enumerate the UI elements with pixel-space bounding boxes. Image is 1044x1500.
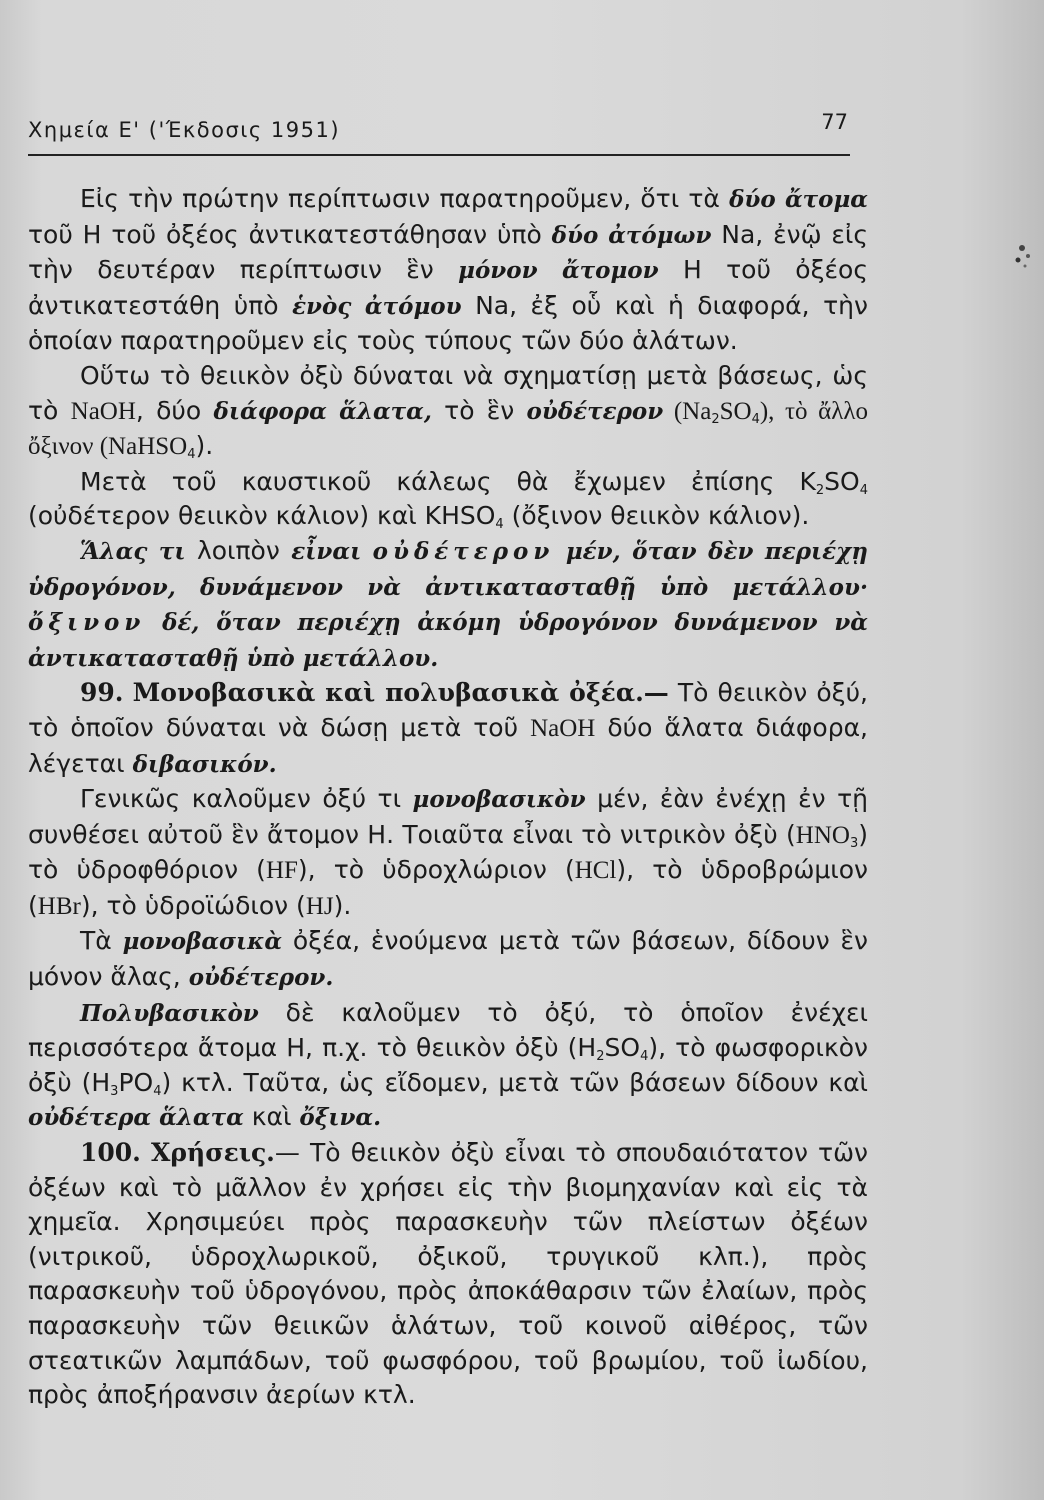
text-run: (οὐδέτερον θειικὸν κάλιον) καὶ KHSO xyxy=(28,501,496,531)
paragraph-potassium-salts xyxy=(28,465,868,534)
chem-formula: HCl xyxy=(574,857,617,885)
subscript: 3 xyxy=(110,1083,119,1099)
paragraph-monobasic-salts xyxy=(28,924,868,995)
text-run: ), τὸ ὑδροχλώριον ( xyxy=(297,855,575,885)
text-run: καὶ xyxy=(243,1102,300,1132)
text-run: δὲ καλοῦμεν τὸ ὀξύ, τὸ ὁποῖον ἐνέχει περισσότερα ἄτομα Η, π.χ. τὸ θειικὸν ὀξὺ (H xyxy=(28,997,868,1063)
text-run: δύο ἅλατα διάφορα, λέγεται xyxy=(28,712,868,778)
section-number: 100. xyxy=(80,1138,141,1168)
text-run: Γενικῶς καλοῦμεν ὀξύ τι xyxy=(80,784,413,814)
subscript: 2 xyxy=(711,411,720,427)
chem-formula: HBr xyxy=(37,892,81,920)
text-run: — Τὸ θειικὸν ὀξὺ εἶναι τὸ σπουδαιότατον τῶν ὀξέων καὶ τὸ μᾶλλον ἐν χρήσει εἰς τὴν βιομηχανίαν καὶ εἰς τὰ χημεῖα. Χρησιμεύει πρὸς παρασκευὴν τῶν πλείστων ὀξέων (νιτρικοῦ, ὑδροχλωρικοῦ, ὀξικοῦ, τρυγικοῦ κλπ.), πρὸς παρασκευὴν τοῦ ὑδρογόνου, πρὸς ἀποκάθαρσιν τῶν ἐλαίων, πρὸς παρασκευὴν τῶν θειικῶν ἁλάτων, τοῦ κοινοῦ αἰθέρος, τῶν στεατικῶν λαμπάδων, τοῦ φωσφόρου, τοῦ βρωμίου, τοῦ ἰωδίου, πρὸς ἀποξήρανσιν ἀερίων κτλ. xyxy=(28,1138,868,1410)
section-100 xyxy=(28,1136,868,1413)
emphasis: μονοβασικὸν xyxy=(412,786,586,814)
emphasis-spaced: οὐδέτερον xyxy=(372,537,555,565)
text-run: SO xyxy=(824,466,860,496)
emphasis: μονοβασικὰ xyxy=(122,928,283,956)
paragraph-definition xyxy=(28,534,868,676)
emphasis: δέ, ὅταν περιέχῃ ἀκόμη ὑδρογόνον δυνάμενον νὰ ἀντικατασταθῇ ὑπὸ μετάλλου. xyxy=(28,609,869,672)
running-title: Χημεία Ε' ('Έκδοσις 1951) xyxy=(28,118,341,142)
text-run: , δύο xyxy=(135,395,214,425)
chem-formula: (Na xyxy=(663,397,712,425)
text-run: Na, ἐξ οὗ καὶ ἡ διαφορά, τὴν ὁποίαν παρατηροῦμεν εἰς τοὺς τύπους τῶν δύο ἁλάτων. xyxy=(28,290,868,356)
subscript: 4 xyxy=(640,1049,649,1065)
text-run: ). xyxy=(333,890,352,920)
subscript: 3 xyxy=(849,835,859,851)
text-run: ). xyxy=(195,431,214,461)
text-run: Μετὰ τοῦ καυστικοῦ κάλεως θὰ ἔχωμεν ἐπίσης K xyxy=(80,466,816,496)
emphasis: διβασικόν. xyxy=(132,750,277,778)
text-run: Η τοῦ ὀξέος ἀντικατεστάθη ὑπὸ xyxy=(28,255,868,320)
text-run: (ὄξινον θειικὸν κάλιον). xyxy=(503,501,810,531)
text-run: ), τὸ ὑδροβρώμιον ( xyxy=(28,855,869,920)
chem-formula: HNO xyxy=(795,821,850,849)
emphasis: μέν, ὅταν δὲν περιέχῃ ὑδρογόνον, δυνάμενον νὰ ἀντικατασταθῇ ὑπὸ μετάλλου· xyxy=(28,537,869,601)
text-run: τοῦ Η τοῦ ὀξέος ἀντικατεστάθησαν ὑπὸ xyxy=(28,219,552,249)
emphasis: οὐδέτερα ἅλατα xyxy=(28,1104,244,1132)
subscript: 4 xyxy=(859,482,868,498)
body-text xyxy=(28,182,868,1413)
text-run: τὸ ἓν xyxy=(431,395,527,425)
chem-formula: NaOH xyxy=(70,397,136,425)
emphasis-spaced: ὄξινον xyxy=(28,609,146,637)
page-header xyxy=(28,110,850,156)
text-run: Τὰ xyxy=(80,926,123,956)
section-heading: Μονοβασικὰ καὶ πολυβασικὰ ὀξέα.— xyxy=(132,678,669,708)
page-number: 77 xyxy=(821,110,848,134)
emphasis: Πολυβασικὸν xyxy=(80,999,259,1027)
paper-speck-marks xyxy=(1008,236,1038,276)
subscript: 4 xyxy=(187,447,196,463)
subscript: 4 xyxy=(751,411,760,427)
paragraph-monobasic xyxy=(28,782,868,924)
paragraph-polybasic xyxy=(28,996,868,1136)
emphasis: μόνον ἄτομον xyxy=(458,257,659,285)
chem-formula: NaOH xyxy=(530,714,596,742)
subscript: 2 xyxy=(815,482,825,498)
text-run: ) κτλ. Ταῦτα, ὡς εἴδομεν, μετὰ τῶν βάσεων δίδουν καὶ xyxy=(161,1067,869,1097)
text-run: Εἰς τὴν πρώτην περίπτωσιν παρατηροῦμεν, ὅτι τὰ xyxy=(80,184,730,213)
text-run: ), τὸ φωσφορικὸν ὀξὺ (H xyxy=(28,1033,868,1097)
emphasis: οὐδέτερον. xyxy=(188,964,334,992)
section-heading: Χρήσεις. xyxy=(151,1138,275,1168)
emphasis: ἑνὸς ἀτόμου xyxy=(292,292,462,320)
subscript: 4 xyxy=(495,517,504,533)
emphasis: ὄξινα. xyxy=(299,1104,382,1132)
text-run: ), τὸ ὑδροϊώδιον ( xyxy=(80,890,306,920)
emphasis: δύο ἄτομα xyxy=(729,186,868,213)
paragraph-sulfuric-salts xyxy=(28,359,868,465)
paragraph-first-case xyxy=(28,182,868,359)
chem-formula: HF xyxy=(265,857,298,885)
section-99 xyxy=(28,676,868,782)
text-run: Na, ἐνῷ εἰς τὴν δευτέραν περίπτωσιν ἓν xyxy=(28,219,869,285)
emphasis: δύο ἀτόμων xyxy=(551,221,712,249)
section-number: 99. xyxy=(80,678,124,708)
text-run: PO xyxy=(118,1067,154,1097)
chem-formula: SO xyxy=(719,397,752,425)
subscript: 2 xyxy=(596,1049,605,1065)
text-run: SO xyxy=(604,1033,641,1063)
emphasis: εἶναι xyxy=(291,537,362,565)
text-run: λοιπὸν xyxy=(185,535,292,565)
chem-formula: ), τὸ ἄλλο ὄξινον (NaHSO xyxy=(28,397,868,461)
emphasis: διάφορα ἅλατα, xyxy=(213,397,432,425)
emphasis: οὐδέτερον xyxy=(526,397,664,425)
text-run: Οὕτω τὸ θειικὸν ὀξὺ δύναται νὰ σχηματίσῃ μετὰ βάσεως, ὡς τὸ xyxy=(28,360,868,425)
text-run: Τὸ θειικὸν ὀξύ, τὸ ὁποῖον δύναται νὰ δώσῃ μετὰ τοῦ xyxy=(28,678,869,742)
text-run: ὀξέα, ἑνούμενα μετὰ τῶν βάσεων, δίδουν ἓν μόνον ἅλας, xyxy=(28,926,868,992)
subscript: 4 xyxy=(153,1083,162,1099)
emphasis: Ἅλας τι xyxy=(80,537,186,565)
text-run: μέν, ἐὰν ἐνέχῃ ἐν τῇ συνθέσει αὐτοῦ ἓν ἄτομον Η. Τοιαῦτα εἶναι τὸ νιτρικὸν ὀξὺ ( xyxy=(28,784,868,849)
chem-formula: HJ xyxy=(305,892,334,920)
text-run: ) τὸ ὑδροφθόριον ( xyxy=(28,819,868,885)
